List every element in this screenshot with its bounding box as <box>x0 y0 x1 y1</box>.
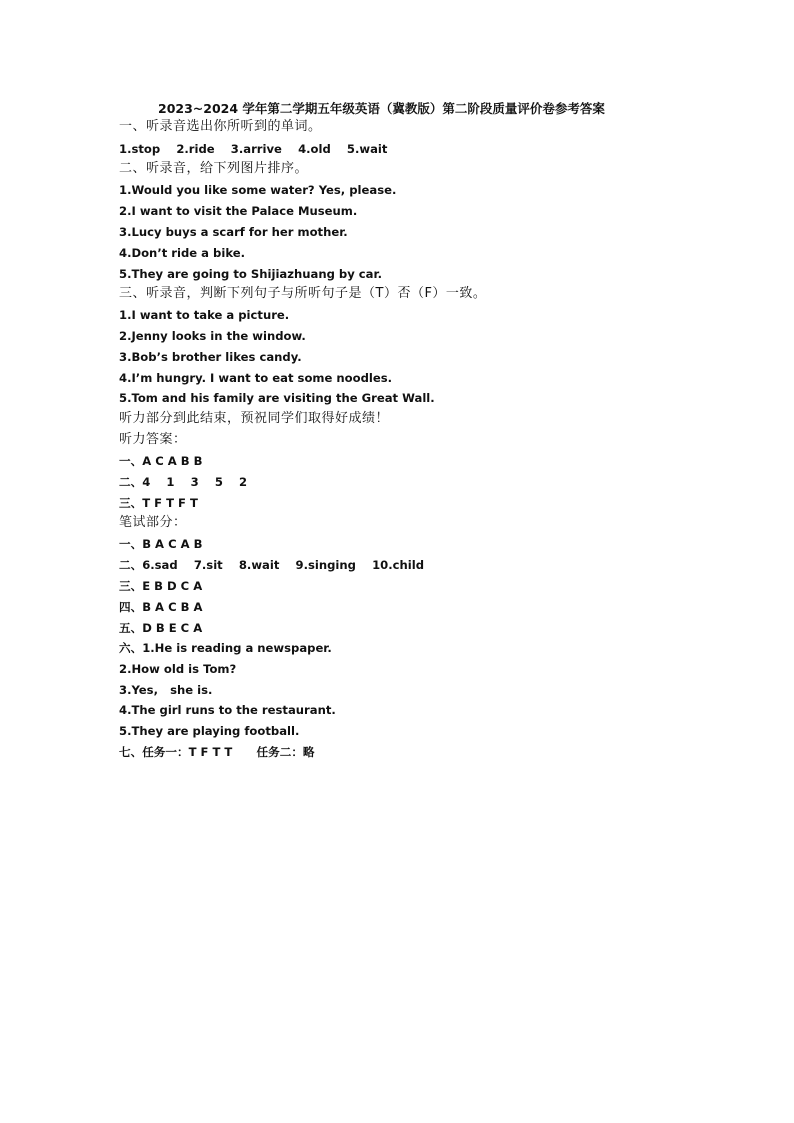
answer-line: 六、1.He is reading a newspaper. <box>119 641 332 655</box>
answer-line: 5.They are playing football. <box>119 724 300 738</box>
script-line: 1.I want to take a picture. <box>119 308 290 322</box>
script-line: 5.Tom and his family are visiting the Great Wall. <box>119 391 435 405</box>
script-line: 2.Jenny looks in the window. <box>119 329 306 343</box>
script-line: 3.Lucy buys a scarf for her mother. <box>119 225 348 239</box>
answer-line: 三、T F T F T <box>119 496 198 510</box>
script-line: 4.Don’t ride a bike. <box>119 246 245 260</box>
script-line: 4.I’m hungry. I want to eat some noodles. <box>119 371 393 385</box>
script-line: 2.I want to visit the Palace Museum. <box>119 204 358 218</box>
answer-line: 四、B A C B A <box>119 600 203 614</box>
script-line: 3.Bob’s brother likes candy. <box>119 350 302 364</box>
answer-line: 3.Yes, she is. <box>119 683 213 697</box>
section-heading: 三、听录音，判断下列句子与所听句子是（T）否（F）一致。 <box>119 286 487 301</box>
closing-note: 听力部分到此结束，预祝同学们取得好成绩！ <box>119 411 390 426</box>
answer-line: 一、A C A B B <box>119 454 203 468</box>
answer-line: 二、4 1 3 5 2 <box>119 475 248 489</box>
answer-line: 二、6.sad 7.sit 8.wait 9.singing 10.child <box>119 558 425 572</box>
answer-line: 2.How old is Tom? <box>119 662 237 676</box>
written-part-heading: 笔试部分： <box>119 515 187 530</box>
section-heading: 二、听录音，给下列图片排序。 <box>119 161 309 176</box>
answer-line: 七、任务一：T F T T 任务二：略 <box>119 745 315 759</box>
answer-line: 五、D B E C A <box>119 621 203 635</box>
script-line: 1.Would you like some water? Yes, please. <box>119 183 397 197</box>
listening-answers-heading: 听力答案： <box>119 432 187 447</box>
answer-line: 4.The girl runs to the restaurant. <box>119 703 336 717</box>
answer-line: 三、E B D C A <box>119 579 203 593</box>
section-heading: 一、听录音选出你所听到的单词。 <box>119 119 322 134</box>
answer-line: 一、B A C A B <box>119 537 203 551</box>
answer-line: 1.stop 2.ride 3.arrive 4.old 5.wait <box>119 142 388 156</box>
document-title: 2023~2024 学年第二学期五年级英语（冀教版）第二阶段质量评价卷参考答案 <box>158 101 605 116</box>
script-line: 5.They are going to Shijiazhuang by car. <box>119 267 382 281</box>
